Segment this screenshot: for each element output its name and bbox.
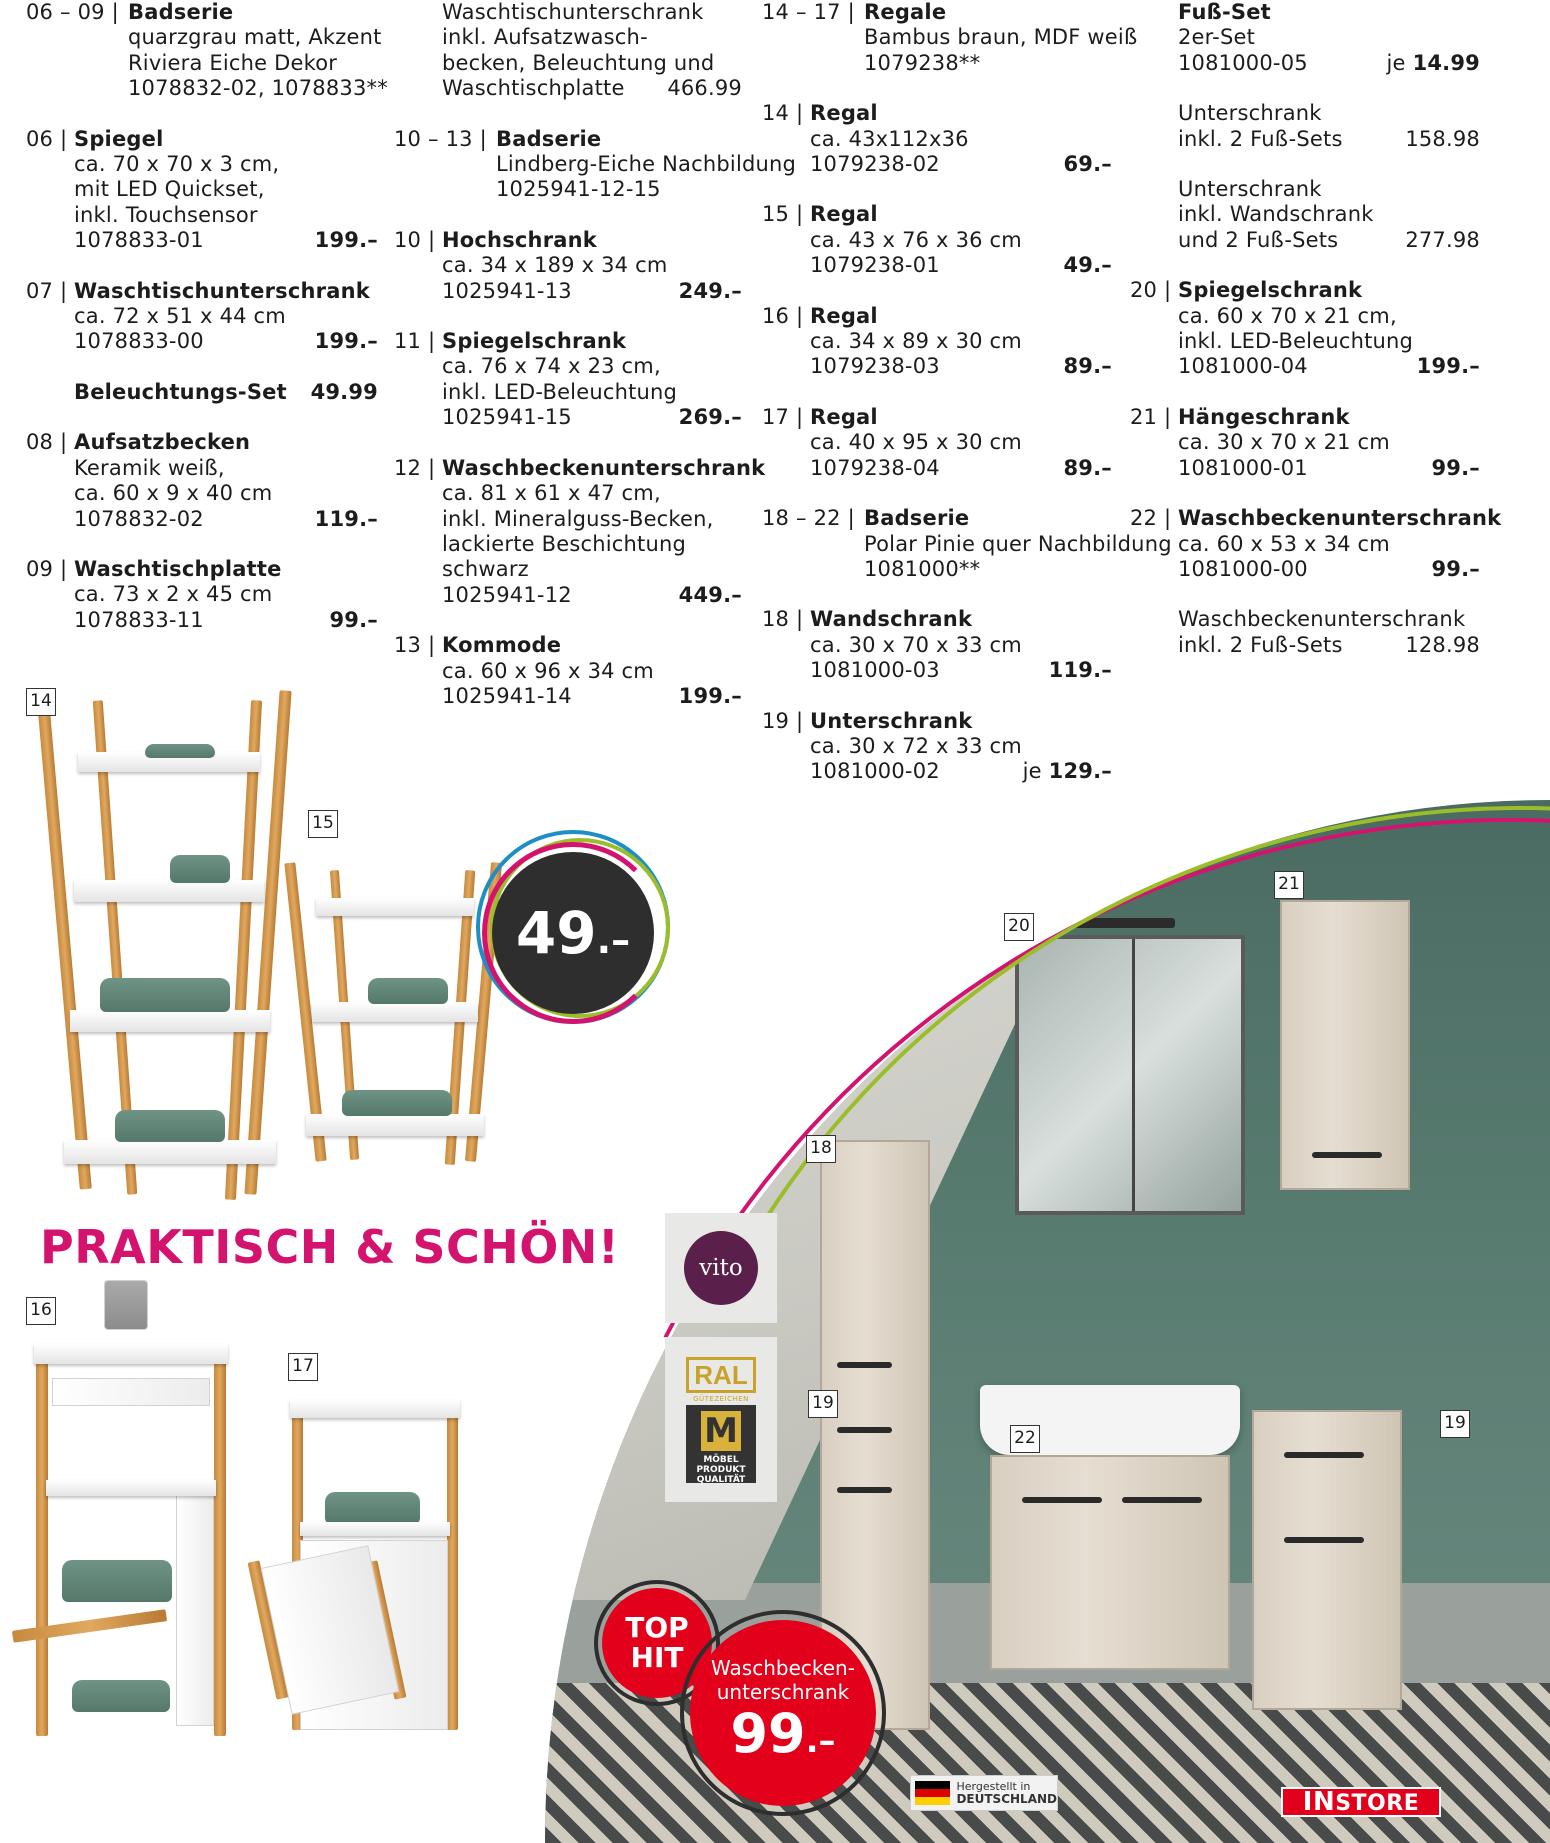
item-number: 17 | (762, 404, 804, 429)
product-entry (394, 126, 797, 203)
item-detail: ca. 40 x 95 x 30 cm (810, 430, 1022, 455)
item-detail: 1025941-12 (442, 582, 572, 607)
item-title: Badserie (864, 506, 970, 531)
item-detail: 1025941-13 (442, 278, 572, 303)
item-detail: ca. 81 x 61 x 47 cm, (442, 481, 661, 506)
bubble-49-amount: 49 (515, 899, 597, 967)
vito-logo: vito (684, 1231, 758, 1305)
item-title: Spiegelschrank (1178, 278, 1363, 303)
item-number: 16 | (762, 303, 804, 328)
item-detail: ca. 43x112x36 (810, 126, 969, 151)
product-entry (26, 557, 378, 633)
product-entry (1130, 607, 1480, 658)
product-entry (1130, 177, 1480, 253)
price-bubble-49 (492, 852, 654, 1014)
item-price: 269.– (678, 405, 742, 430)
item-price: 199.– (1416, 354, 1480, 379)
item-number: 08 | (26, 430, 68, 455)
item-detail: Lindberg-Eiche Nachbildung (496, 152, 797, 177)
item-title: Regal (810, 202, 878, 227)
item-price: 69.– (1063, 152, 1112, 177)
item-detail: inkl. Touchsensor (74, 202, 258, 227)
item-detail: 1078832-02 (74, 506, 204, 531)
item-detail: ca. 60 x 96 x 34 cm (442, 658, 654, 683)
item-title: Waschtischunterschrank (74, 278, 370, 303)
item-detail: 1079238-01 (810, 253, 940, 278)
top-hit-line2: HIT (630, 1641, 684, 1674)
item-price: 49.– (1063, 253, 1112, 278)
item-title: Regal (810, 101, 878, 126)
item-price: 199.– (314, 228, 378, 253)
instore-badge (1281, 1787, 1441, 1817)
item-detail: 1025941-14 (442, 683, 572, 708)
item-detail: und 2 Fuß-Sets (1178, 227, 1339, 252)
item-number: 15 | (762, 202, 804, 227)
item-price-wrap (667, 76, 742, 101)
item-title: Fuß-Set (1178, 0, 1271, 24)
column-4 (1130, 0, 1502, 683)
item-detail: 1079238-04 (810, 455, 940, 480)
product-entry (762, 405, 1112, 481)
item-title: Waschtischplatte (74, 556, 282, 581)
product-entry (762, 709, 1112, 785)
made-in-germany-badge (910, 1775, 1058, 1811)
item-detail: ca. 60 x 53 x 34 cm (1178, 531, 1390, 556)
item-detail: ca. 34 x 89 x 30 cm (810, 329, 1022, 354)
product-entry (394, 228, 742, 304)
ral-logo: RAL (686, 1357, 756, 1393)
top-hit-line1: TOP (625, 1611, 689, 1644)
item-detail: Polar Pinie quer Nachbildung (864, 531, 1172, 556)
headline: PRAKTISCH & SCHÖN! (40, 1220, 620, 1274)
item-detail: ca. 30 x 72 x 33 cm (810, 733, 1022, 758)
item-price-wrap (679, 279, 742, 304)
ral-text-2: PRODUKT (696, 1465, 746, 1475)
item-number: 06 – 09 | (26, 0, 119, 24)
item-detail: ca. 72 x 51 x 44 cm (74, 304, 286, 329)
product-entry (26, 430, 378, 532)
item-detail: inkl. Aufsatzwasch- (442, 25, 648, 50)
bubble-99-label2: unterschrank (716, 1679, 850, 1704)
item-price: 158.98 (1405, 126, 1480, 151)
item-number: 13 | (394, 633, 436, 658)
item-title: Unterschrank (810, 708, 973, 733)
ral-m-seal (686, 1405, 756, 1483)
item-price-wrap (1431, 557, 1480, 582)
product-entry (1130, 405, 1480, 481)
item-detail: ca. 70 x 70 x 3 cm, (74, 152, 280, 177)
item-detail: 1081000-05 (1178, 50, 1308, 75)
item-price-wrap (1417, 354, 1480, 379)
item-number: 11 | (394, 329, 436, 354)
german-flag-icon (915, 1781, 950, 1805)
item-price-wrap (1387, 51, 1480, 76)
item-title: Badserie (496, 126, 602, 151)
item-title: Wandschrank (810, 607, 973, 632)
tag-21: 21 (1274, 871, 1304, 899)
item-price-wrap (1049, 658, 1112, 683)
item-detail: 1081000-00 (1178, 556, 1308, 581)
item-price-wrap (1063, 152, 1112, 177)
product-entry (394, 455, 766, 608)
product-entry (762, 506, 1172, 582)
item-price: 249.– (678, 278, 742, 303)
item-title: Waschbeckenunterschrank (1178, 506, 1502, 531)
product-entry (26, 279, 378, 355)
item-price-wrap (315, 329, 378, 354)
product-entry (762, 0, 1138, 76)
item-number: 20 | (1130, 278, 1172, 303)
item-title: Spiegel (74, 126, 164, 151)
item-price: 277.98 (1405, 227, 1480, 252)
product-entry (394, 329, 742, 431)
item-number: 18 – 22 | (762, 506, 855, 531)
product-entry (762, 304, 1112, 380)
item-price-wrap (315, 507, 378, 532)
ral-text-1: MÖBEL (703, 1455, 739, 1465)
item-detail: Unterschrank (1178, 101, 1322, 126)
item-price-wrap (1023, 759, 1112, 784)
item-detail: inkl. LED-Beleuchtung (442, 379, 678, 404)
product-entry (26, 380, 378, 405)
item-detail: inkl. LED-Beleuchtung (1178, 329, 1414, 354)
item-title: Aufsatzbecken (74, 430, 251, 455)
item-number: 14 – 17 | (762, 0, 855, 24)
item-number: 10 | (394, 227, 436, 252)
item-price-wrap (1063, 456, 1112, 481)
item-title: Regale (864, 0, 947, 24)
item-price: 49.99 (310, 379, 378, 404)
item-detail: ca. 30 x 70 x 33 cm (810, 632, 1022, 657)
product-entry (762, 607, 1112, 683)
item-title: Hochschrank (442, 227, 597, 252)
product-entry (762, 101, 1112, 177)
item-price: 128.98 (1405, 632, 1480, 657)
item-price: 99.– (329, 607, 378, 632)
product-entry (762, 202, 1112, 278)
product-entry (1130, 278, 1480, 380)
item-detail: 2er-Set (1178, 25, 1256, 50)
item-number: 10 – 13 | (394, 126, 487, 151)
item-detail: 1078833-00 (74, 329, 204, 354)
item-detail: 1081000-04 (1178, 354, 1308, 379)
item-detail: 1078832-02, 1078833** (128, 76, 388, 101)
item-number: 07 | (26, 278, 68, 303)
item-detail: 1081000** (864, 556, 981, 581)
item-title: Kommode (442, 633, 562, 658)
item-price: 119.– (314, 506, 378, 531)
item-price-wrap (1405, 127, 1480, 152)
item-title: Beleuchtungs-Set (74, 379, 287, 404)
item-number: 12 | (394, 455, 436, 480)
item-title: Regal (810, 303, 878, 328)
product-entry (1130, 0, 1480, 76)
item-price-wrap (1063, 253, 1112, 278)
item-detail: 1081000-02 (810, 759, 940, 784)
item-title: Regal (810, 404, 878, 429)
item-detail: inkl. 2 Fuß-Sets (1178, 632, 1343, 657)
tag-18: 18 (806, 1135, 836, 1163)
item-price-wrap (1431, 456, 1480, 481)
price-prefix: je (1022, 759, 1042, 784)
item-number: 14 | (762, 101, 804, 126)
item-title: Badserie (128, 0, 234, 24)
product-entry (394, 0, 742, 102)
tag-22: 22 (1010, 1425, 1040, 1453)
item-detail: 1079238** (864, 50, 981, 75)
bubble-99-amount: 99 (730, 1701, 806, 1765)
item-title: Waschbeckenunterschrank (442, 455, 766, 480)
item-detail: 1081000-01 (1178, 455, 1308, 480)
item-price-wrap (679, 684, 742, 709)
tag-17: 17 (288, 1353, 318, 1381)
item-detail: 1079238-02 (810, 152, 940, 177)
item-number: 06 | (26, 126, 68, 151)
item-detail: schwarz (442, 557, 529, 582)
ral-badge (665, 1337, 777, 1502)
product-entry (1130, 506, 1502, 582)
item-price-wrap (329, 608, 378, 633)
item-detail: ca. 73 x 2 x 45 cm (74, 582, 273, 607)
item-price: 199.– (314, 329, 378, 354)
item-detail: inkl. Wandschrank (1178, 202, 1374, 227)
tag-14: 14 (26, 688, 56, 716)
ral-subtitle: GÜTEZEICHEN (693, 1395, 749, 1403)
product-entry (26, 0, 388, 102)
item-title: Hängeschrank (1178, 404, 1350, 429)
item-number: 21 | (1130, 404, 1172, 429)
item-detail: quarzgrau matt, Akzent (128, 25, 382, 50)
item-detail: ca. 60 x 70 x 21 cm, (1178, 303, 1397, 328)
made-in-line2: DEUTSCHLAND (956, 1791, 1057, 1806)
item-detail: inkl. 2 Fuß-Sets (1178, 126, 1343, 151)
tag-19-left: 19 (808, 1390, 838, 1418)
item-price-wrap (679, 405, 742, 430)
item-price: 89.– (1063, 354, 1112, 379)
item-detail: becken, Beleuchtung und (442, 50, 715, 75)
instore-store: STORE (1335, 1791, 1420, 1816)
item-price-wrap (679, 583, 742, 608)
bubble-99-label1: Waschbecken- (711, 1655, 855, 1680)
item-title: Spiegelschrank (442, 329, 627, 354)
instore-in: IN (1302, 1787, 1336, 1817)
bubble-49-suffix: .– (596, 918, 631, 962)
item-price: 129.– (1048, 759, 1112, 784)
item-detail: 1078833-11 (74, 607, 204, 632)
item-detail: 1025941-15 (442, 405, 572, 430)
item-detail: ca. 30 x 70 x 21 cm (1178, 430, 1390, 455)
item-detail: Waschbeckenunterschrank (1178, 607, 1466, 632)
item-price: 199.– (678, 683, 742, 708)
product-entry (26, 127, 378, 254)
item-detail: ca. 76 x 74 x 23 cm, (442, 354, 661, 379)
item-detail: Keramik weiß, (74, 455, 225, 480)
item-price-wrap (315, 228, 378, 253)
item-number: 22 | (1130, 506, 1172, 531)
ral-m-letter: M (701, 1411, 741, 1451)
tag-20: 20 (1004, 913, 1034, 941)
column-1 (26, 0, 388, 658)
item-number: 18 | (762, 607, 804, 632)
item-price: 449.– (678, 582, 742, 607)
tag-19-right: 19 (1440, 1410, 1470, 1438)
tag-16: 16 (26, 1297, 56, 1325)
item-detail: ca. 34 x 189 x 34 cm (442, 253, 668, 278)
made-in-line1: Hergestellt in (956, 1779, 1031, 1793)
item-detail: 1079238-03 (810, 354, 940, 379)
item-price: 466.99 (667, 76, 742, 101)
price-prefix: je (1386, 50, 1406, 75)
item-price: 119.– (1048, 658, 1112, 683)
item-detail: mit LED Quickset, (74, 177, 265, 202)
tag-15: 15 (308, 810, 338, 838)
item-price-wrap (311, 380, 378, 405)
item-price-wrap (1063, 354, 1112, 379)
vito-badge (665, 1213, 777, 1323)
item-detail: 1081000-03 (810, 658, 940, 683)
item-price-wrap (1405, 633, 1480, 658)
item-number: 19 | (762, 708, 804, 733)
item-detail: inkl. Mineralguss-Becken, (442, 506, 714, 531)
item-price: 89.– (1063, 455, 1112, 480)
item-detail: lackierte Beschichtung (442, 531, 687, 556)
item-price: 14.99 (1412, 50, 1480, 75)
item-detail: 1025941-12-15 (496, 177, 661, 202)
item-number: 09 | (26, 556, 68, 581)
item-detail: Waschtischunterschrank (442, 0, 704, 24)
item-detail: Bambus braun, MDF weiß (864, 25, 1138, 50)
price-bubble-99 (690, 1620, 876, 1806)
item-detail: ca. 43 x 76 x 36 cm (810, 227, 1022, 252)
item-price: 99.– (1431, 556, 1480, 581)
bubble-99-suffix: .– (805, 1720, 836, 1761)
item-detail: ca. 60 x 9 x 40 cm (74, 481, 273, 506)
item-price: 99.– (1431, 455, 1480, 480)
product-entry (394, 633, 742, 709)
product-entry (1130, 101, 1480, 152)
item-detail: Riviera Eiche Dekor (128, 50, 338, 75)
item-price-wrap (1405, 228, 1480, 253)
item-detail: 1078833-01 (74, 228, 204, 253)
item-detail: Waschtischplatte (442, 76, 625, 101)
ral-text-3: QUALITÄT (696, 1475, 746, 1485)
item-detail: Unterschrank (1178, 177, 1322, 202)
